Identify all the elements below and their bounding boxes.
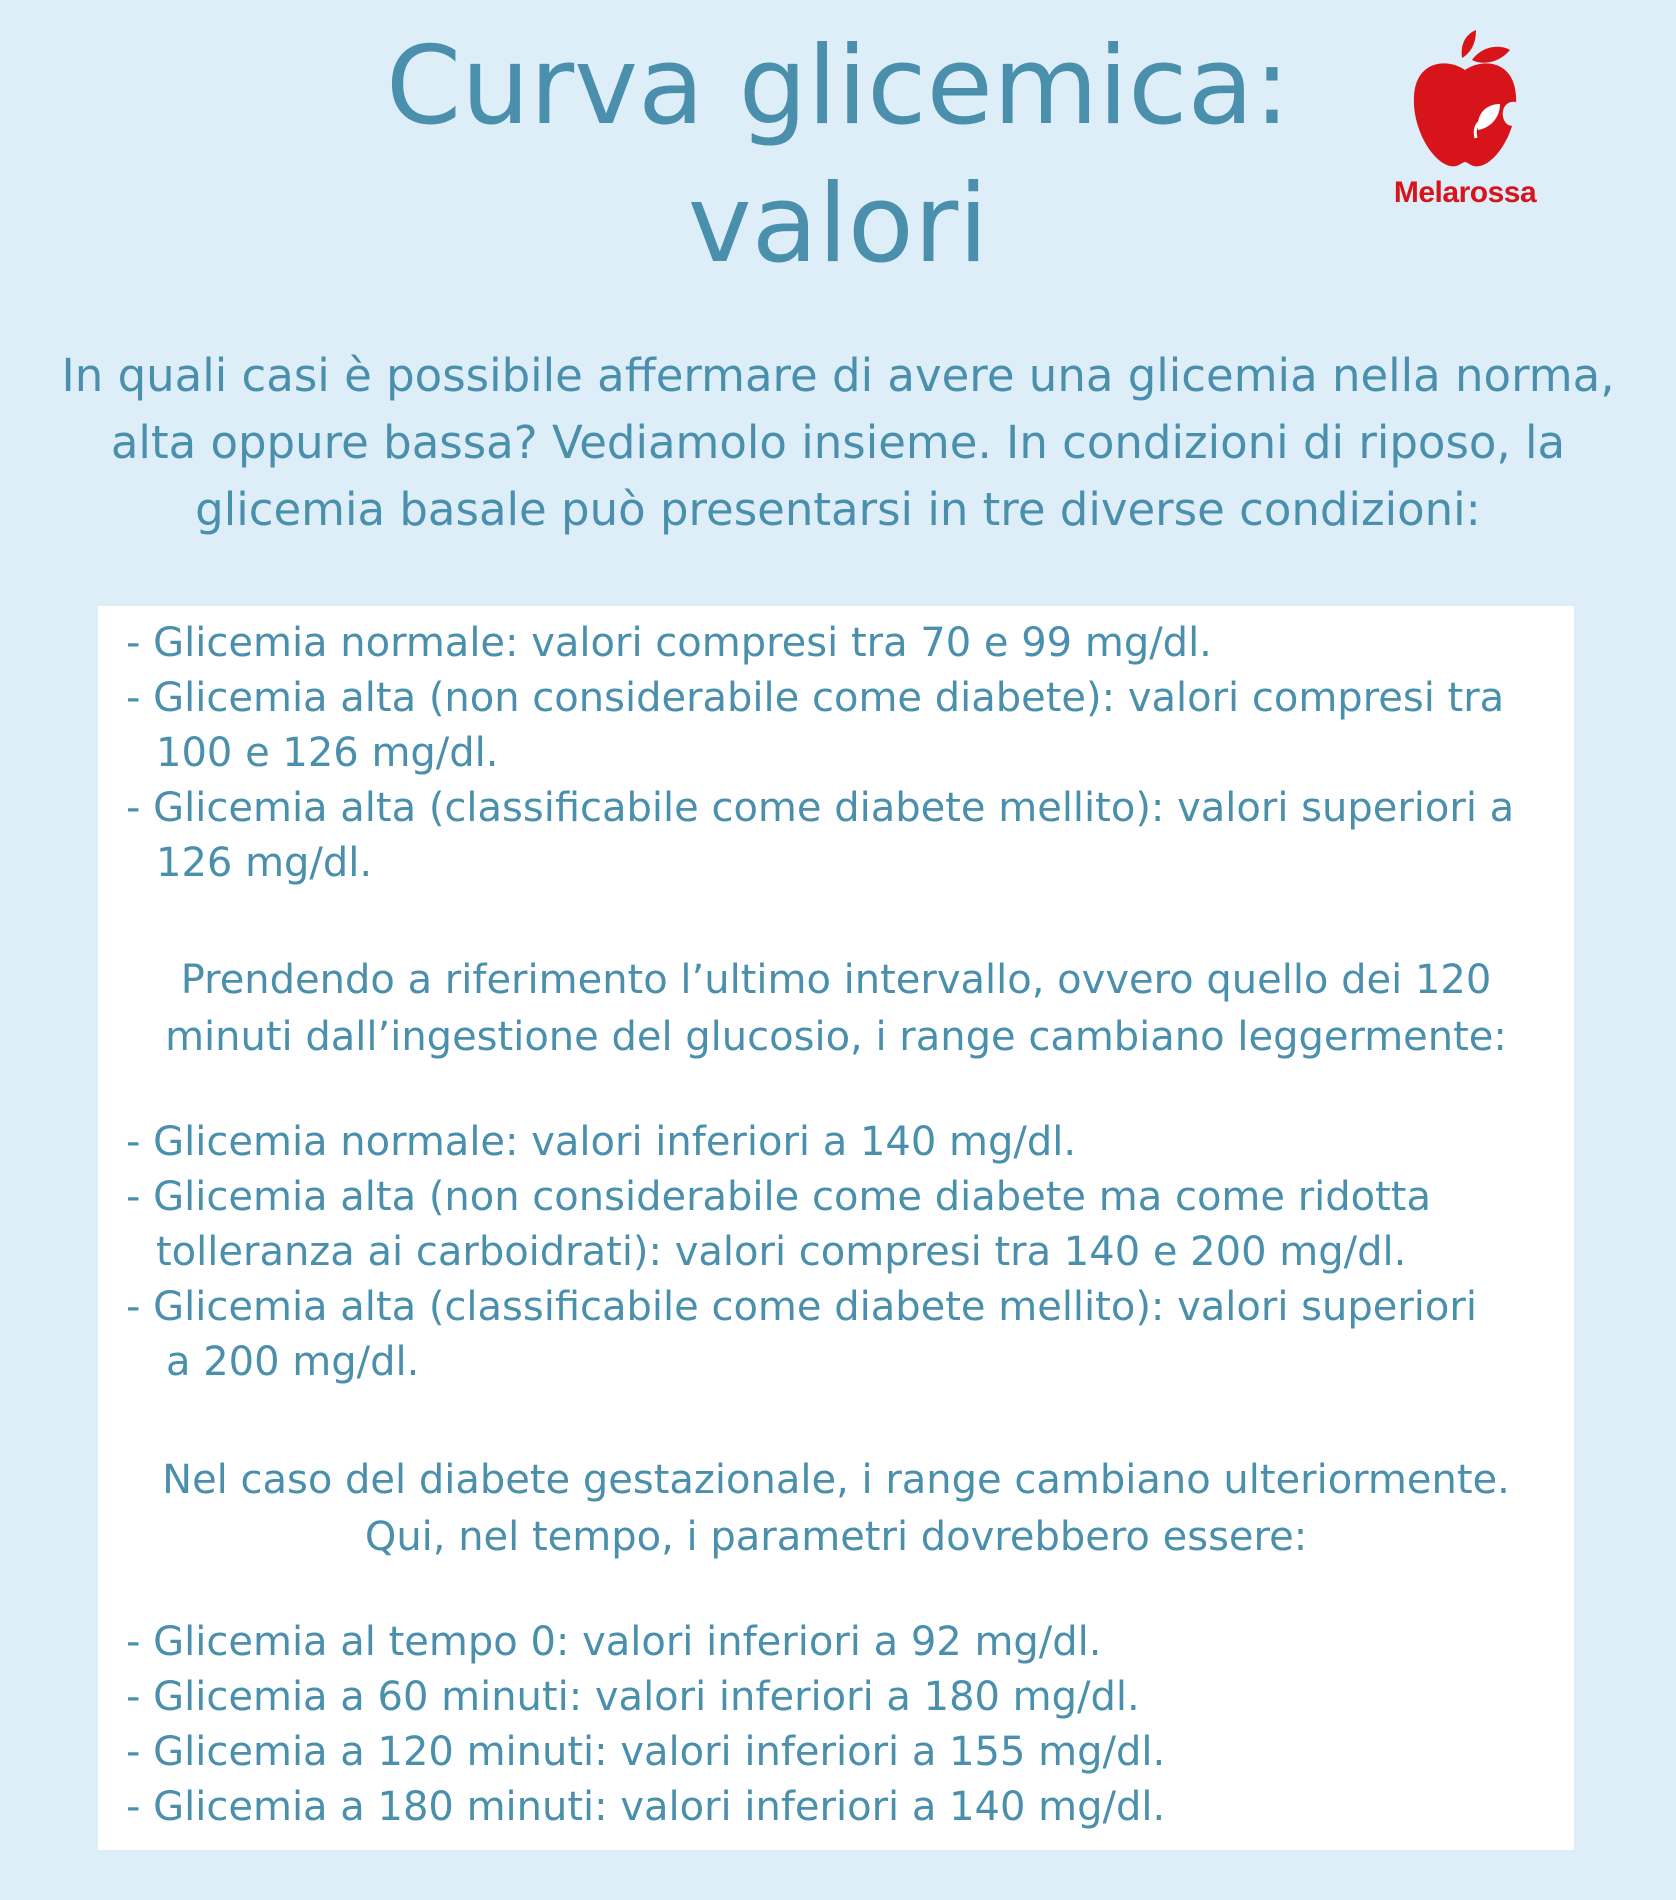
list-item: - Glicemia alta (non considerabile come diabete): valori compresi tra 100 e 126 mg/dl. — [126, 675, 1505, 776]
list-item: - Glicemia alta (classificabile come diabete mellito): valori superiori a 126 mg/dl. — [126, 785, 1515, 886]
list-item: - Glicemia a 60 minuti: valori inferiori a 180 mg/dl. — [126, 1674, 1140, 1720]
note-120-minutes: Prendendo a riferimento l’ultimo intervallo, ovvero quello dei 120 minuti dall’ingestione del glucosio, i range cambiano leggermente: — [165, 957, 1507, 1060]
title-line-1: Curva glicemica: — [385, 24, 1291, 149]
melarossa-logo — [1370, 30, 1560, 230]
title-line-2: valori — [687, 162, 989, 287]
list-item: - Glicemia a 180 minuti: valori inferiori a 140 mg/dl. — [126, 1784, 1166, 1830]
intro-line-2: alta oppure bassa? Vediamolo insieme. In condizioni di riposo, la — [110, 416, 1566, 469]
brand-name: Melarossa — [1393, 176, 1537, 209]
content-card — [98, 606, 1574, 1850]
basal-glycemia-list — [126, 616, 1514, 891]
list-item: - Glicemia a 120 minuti: valori inferiori a 155 mg/dl. — [126, 1729, 1166, 1775]
list-item: - Glicemia al tempo 0: valori inferiori a 92 mg/dl. — [126, 1619, 1102, 1665]
intro-text — [30, 342, 1646, 543]
list-item: - Glicemia alta (non considerabile come diabete ma come ridotta tolleranza ai carboidrati): valori compresi tra 140 e 200 mg/dl. — [126, 1174, 1431, 1275]
list-item: - Glicemia normale: valori inferiori a 140 mg/dl. — [126, 1119, 1077, 1165]
intro-line-1: In quali casi è possibile affermare di avere una glicemia nella norma, — [61, 349, 1615, 402]
apple-icon — [1410, 30, 1520, 170]
note-gestational: Nel caso del diabete gestazionale, i range cambiano ulteriormente. Qui, nel tempo, i parametri dovrebbero essere: — [162, 1457, 1510, 1560]
gestational-list — [126, 1615, 1165, 1835]
list-item: - Glicemia alta (classificabile come diabete mellito): valori superiori a 200 mg/dl. — [126, 1284, 1477, 1385]
intro-line-3: glicemia basale può presentarsi in tre diverse condizioni: — [195, 483, 1481, 536]
list-item: - Glicemia normale: valori compresi tra 70 e 99 mg/dl. — [126, 620, 1212, 666]
120-minute-list — [126, 1115, 1477, 1390]
